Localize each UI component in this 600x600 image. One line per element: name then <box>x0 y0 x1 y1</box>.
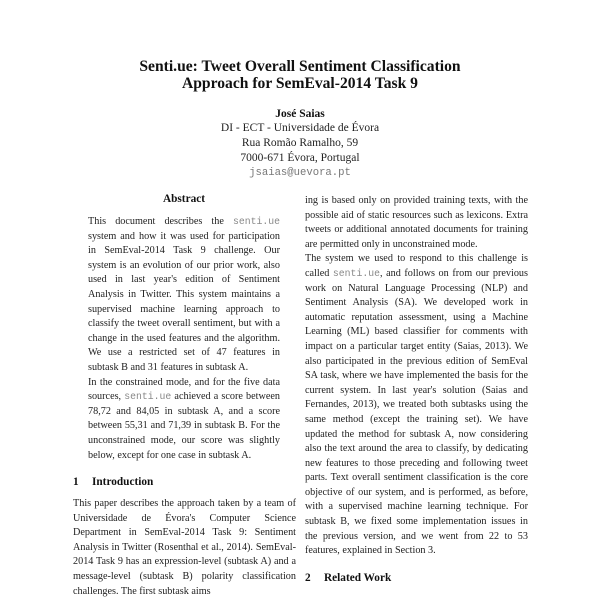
left-column <box>73 194 296 599</box>
right-p2-text: The system we used to respond to this challenge is called <box>305 253 528 279</box>
abstract-p2-text-cont: achieved a score between 78,72 and 84,05 in subtask A, and a score between 55,31 and 71,39 in subtask B. For the unconstrained mode, our score was slightly below, except for one case in subtask A. <box>88 391 281 461</box>
abstract-section <box>73 192 296 463</box>
abstract-heading: Abstract <box>162 193 206 205</box>
right-p2-text-cont: , and follows on from our previous work on Natural Language Processing (NLP) and Sentiment Analysis (SA). We developed work in automatic reputation assessment, using a Machine Learning (ML) based classifier for comments with impact on a particular target entity (Saias, 2013). We also participated in the previous edition of SemEval SA task, where we have implemented the basis for the current system. In last year's solution (Saias and Fernandes, 2013), we treated both subtasks using the same method (except the training set). We have updated the method for subtask A, now considering also the text around the area to classify, by dedicating new features to those preceding and following tweet parts. Text overall sentiment classification is the core objective of our system, and is performed, as before, with a supervised machine learning technique. For subtask B, we fixed some implementation issues in the previous version, and we went from 22 to 53 features, explained in Section 3. <box>305 267 528 557</box>
section-title: Introduction <box>92 476 154 489</box>
affiliation-line-2: Rua Romão Ramalho, 59 <box>241 137 359 149</box>
section-heading-related-work <box>305 571 528 585</box>
abstract-paragraph-1 <box>88 215 280 376</box>
affiliation-line-1: DI - ECT - Universidade de Évora <box>220 122 380 134</box>
system-name-code: senti.ue <box>332 267 380 279</box>
right-paragraph-1: ing is based only on provided training texts, with the possible aid of static resources such as lexicons. Extra tweets or additional annotated documents for training are permitted only in unconstrained mode. <box>305 195 528 250</box>
affiliation-line-3: 7000-671 Évora, Portugal <box>240 152 360 164</box>
author-email: jsaias@uevora.pt <box>249 167 351 179</box>
section-number: 2 <box>305 571 311 584</box>
paper-header <box>0 58 600 181</box>
right-paragraph-2 <box>305 252 528 558</box>
abstract-p1-text: This document describes the <box>88 216 233 227</box>
abstract-paragraph-2 <box>88 376 280 464</box>
introduction-paragraph: This paper describes the approach taken by a team of Universidade de Évora's Computer Science Department in SemEval-2014 Task 9: Sentiment Analysis in Twitter (Rosenthal et al., 2014). SemEval-2014 Task 9 has an expression-level (subtask A) and a message-level (subtask B) polarity classification challenges. The first subtask aims <box>73 498 296 597</box>
paper-title-line-2: Approach for SemEval-2014 Task 9 <box>182 75 418 92</box>
section-heading-introduction <box>73 475 296 489</box>
section-number: 1 <box>73 476 79 489</box>
system-name-code: senti.ue <box>124 391 172 403</box>
section-title: Related Work <box>324 571 392 584</box>
author-name: José Saias <box>275 108 325 120</box>
right-column <box>305 194 528 593</box>
abstract-p2-text: In the constrained mode, and for the five data sources, <box>88 376 280 403</box>
system-name-code: senti.ue <box>232 216 280 227</box>
paper-title-line-1: Senti.ue: Tweet Overall Sentiment Classification <box>139 58 461 75</box>
abstract-p1-text-cont: system and how it was used for participation in SemEval-2014 Task 9 challenge. Our system is an evolution of our prior work, also used in last year's edition of Sentiment Analysis in Twitter. This system maintains a supervised machine learning approach to classify the tweet overall sentiment, but with a change in the used features and the algorithm. We use a restricted set of 47 features in subtask B and 31 features in subtask A. <box>88 230 280 373</box>
